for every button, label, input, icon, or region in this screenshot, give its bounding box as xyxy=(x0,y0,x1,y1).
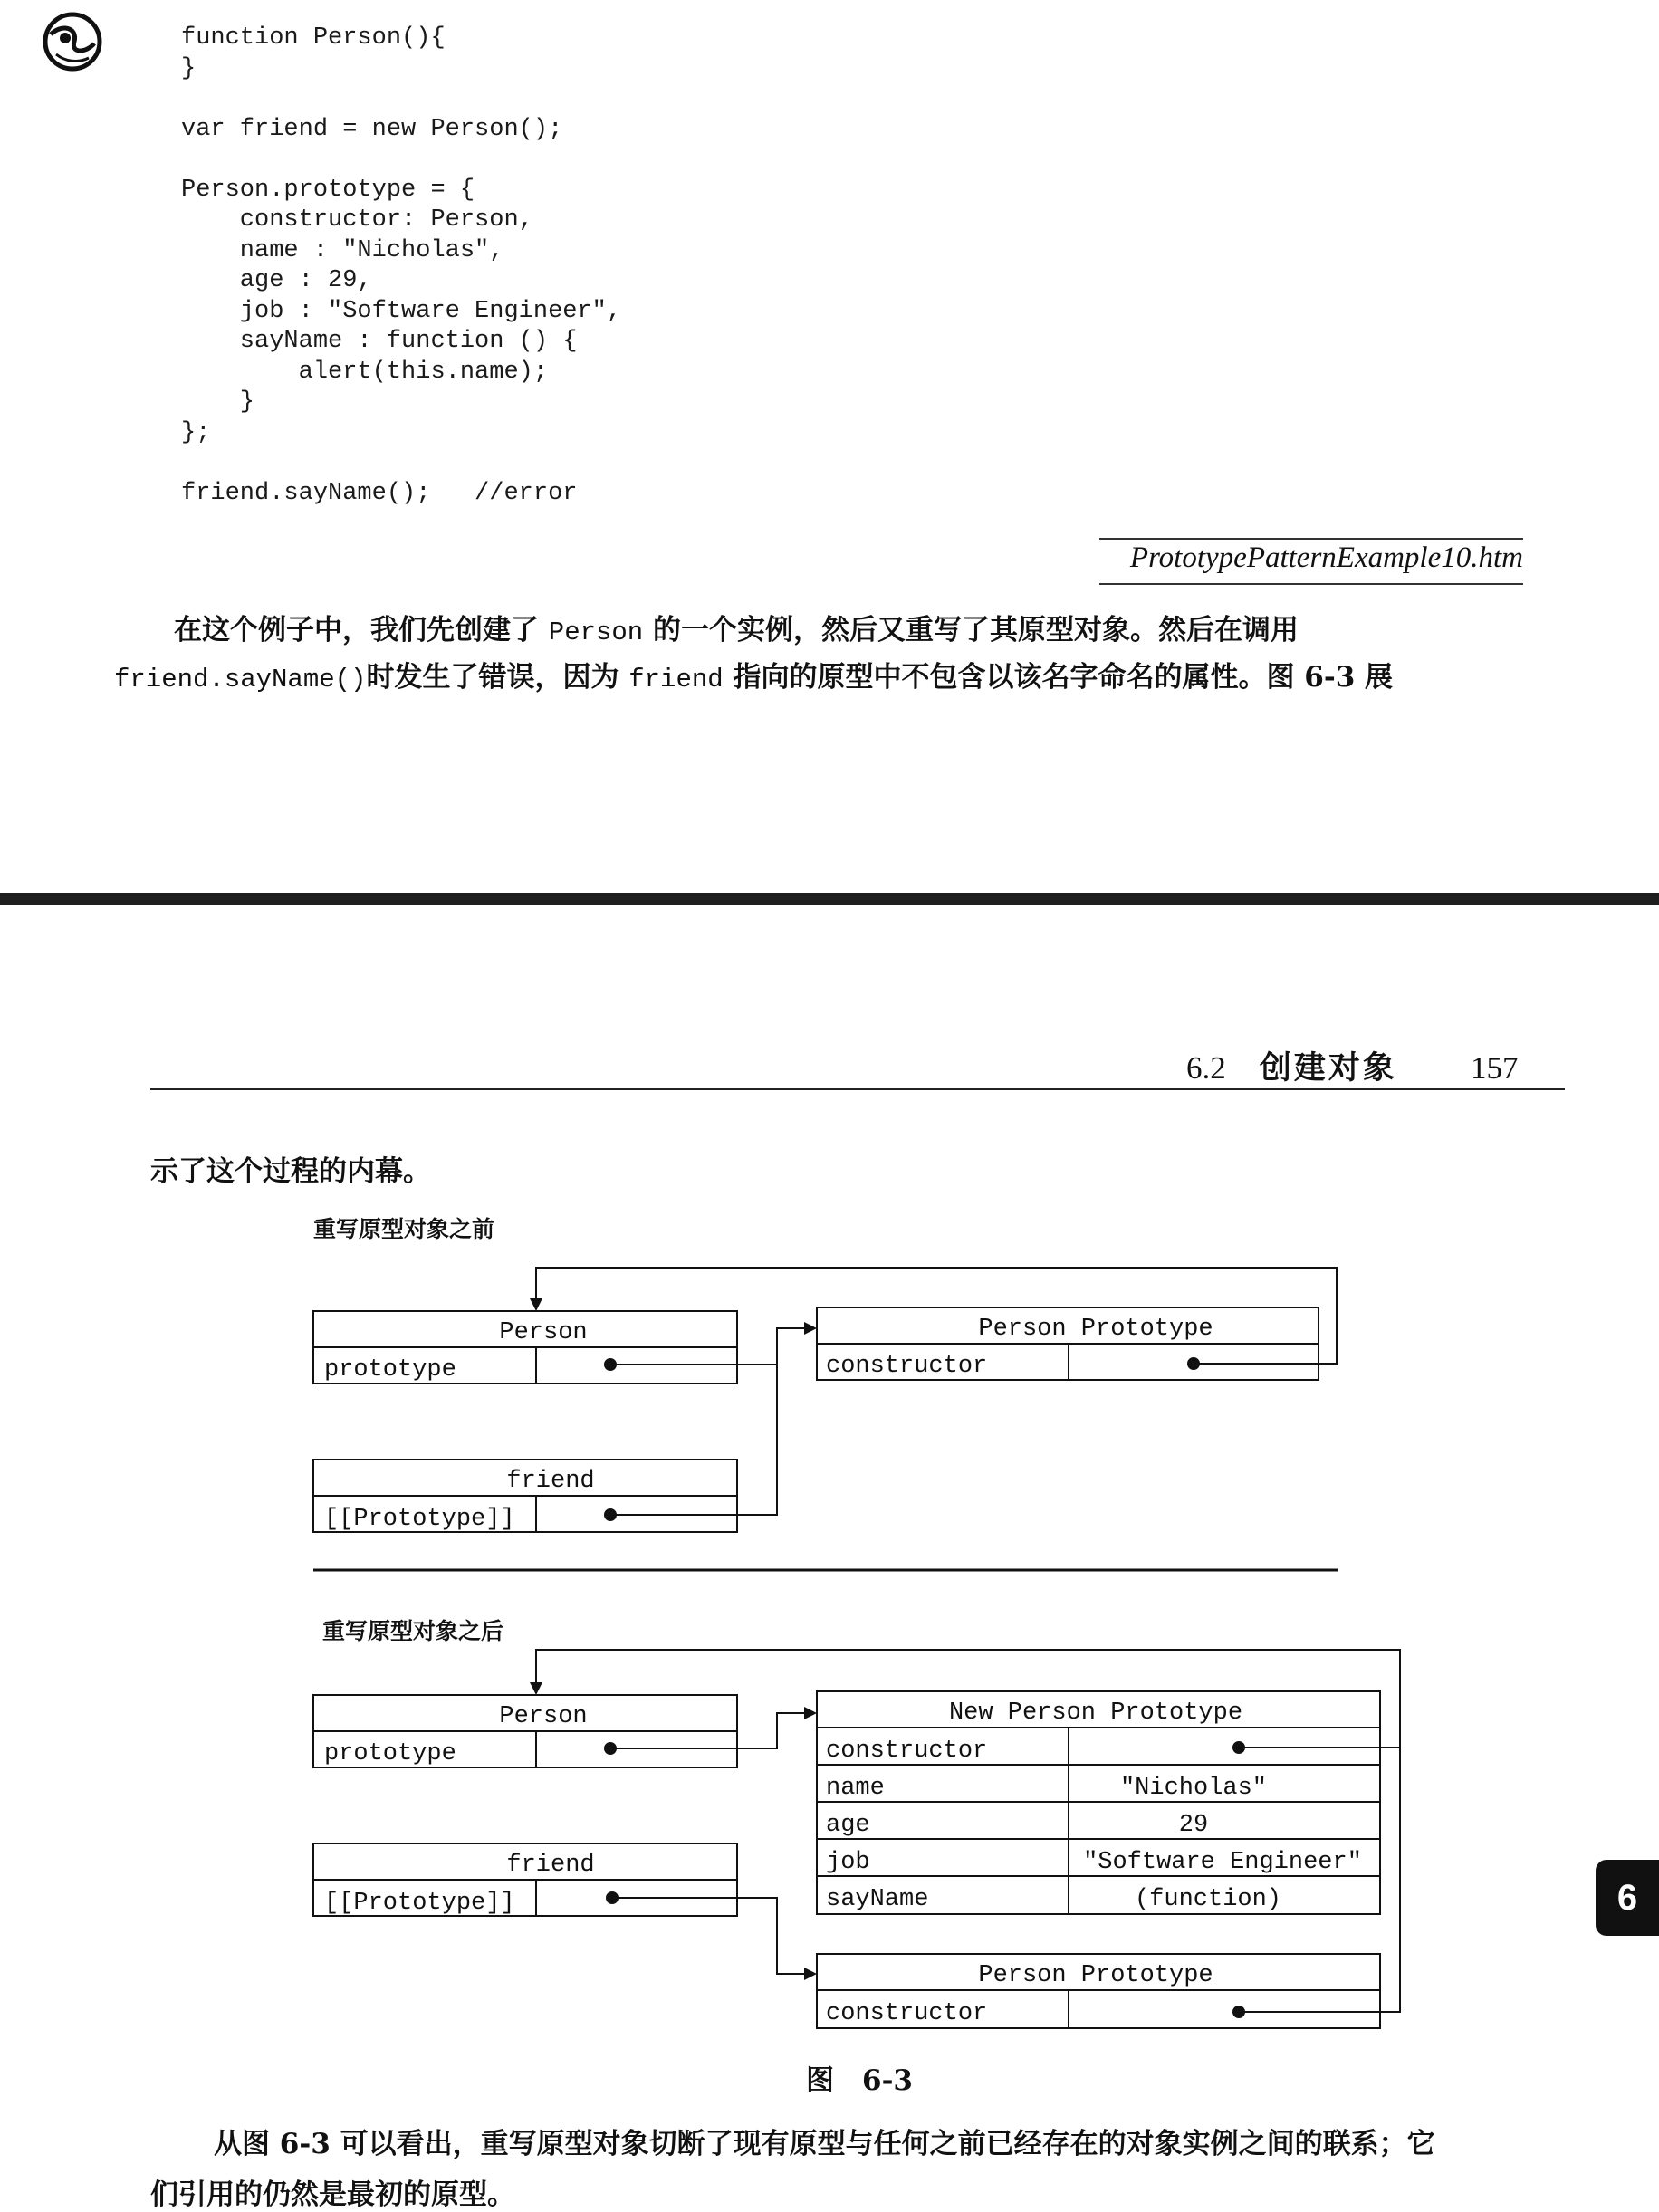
after-friend-box xyxy=(313,1843,737,1917)
row-label: sayName xyxy=(826,1886,929,1913)
row-value: (function) xyxy=(1134,1886,1282,1913)
page-number: 157 xyxy=(1471,1050,1519,1086)
diagram-before-title: 重写原型对象之前 xyxy=(313,1216,495,1242)
paragraph-3-line-1: 从图 6-3 可以看出，重写原型对象切断了现有原型与任何之前已经存在的对象实例之间的联系；它 xyxy=(214,2128,1435,2160)
code-block xyxy=(181,24,621,509)
paragraph-1-line-1 xyxy=(174,607,1299,647)
box-title: Person Prototype xyxy=(978,1316,1213,1343)
code-line: var friend = new Person(); xyxy=(181,115,563,143)
box-title: New Person Prototype xyxy=(948,1700,1243,1727)
row-label: constructor xyxy=(826,2000,988,2027)
paragraph-3-line-2: 们引用的仍然是最初的原型。 xyxy=(150,2178,515,2211)
code-line: function Person(){ xyxy=(181,24,446,52)
section-title: 创建对象 xyxy=(1259,1049,1397,1087)
code-line: }; xyxy=(181,418,211,446)
row-label: [[Prototype]] xyxy=(324,1890,515,1917)
chapter-tab xyxy=(1596,1860,1659,1936)
after-old-proto-box xyxy=(817,1954,1380,2028)
before-proto-box xyxy=(817,1307,1319,1380)
code-line: job : "Software Engineer", xyxy=(181,297,622,325)
box-title: Person xyxy=(499,1703,588,1730)
paragraph-2: 示了这个过程的内幕。 xyxy=(150,1155,431,1188)
row-label: constructor xyxy=(826,1353,988,1380)
diagram-after-title: 重写原型对象之后 xyxy=(322,1618,504,1644)
box-title: friend xyxy=(506,1852,595,1879)
figure-caption: 图 6-3 xyxy=(806,2064,914,2097)
row-label: constructor xyxy=(826,1738,988,1765)
row-value: "Nicholas" xyxy=(1119,1775,1268,1802)
paragraph-1-line-2 xyxy=(114,654,1393,694)
code-line: sayName : function () { xyxy=(181,328,578,355)
code-line: friend.sayName(); //error xyxy=(181,479,578,507)
code-line: age : 29, xyxy=(181,267,372,294)
inline-code: friend xyxy=(628,665,724,694)
paragraph-text: 在这个例子中，我们先创建了 xyxy=(174,614,549,646)
globe-logo-icon xyxy=(38,7,107,76)
row-label: prototype xyxy=(324,1740,456,1767)
code-line: } xyxy=(181,54,197,82)
code-line: Person.prototype = { xyxy=(181,176,475,204)
figure-6-3-diagram xyxy=(0,1014,1659,2037)
code-line: constructor: Person, xyxy=(181,206,533,234)
logo xyxy=(38,7,107,76)
inline-code: friend.sayName() xyxy=(114,665,367,694)
chapter-number: 6 xyxy=(1616,1877,1638,1918)
row-value: "Software Engineer" xyxy=(1083,1849,1362,1876)
row-label: name xyxy=(826,1775,885,1802)
code-line: } xyxy=(181,388,255,416)
row-label: job xyxy=(826,1849,870,1876)
before-person-box xyxy=(313,1311,737,1384)
row-label: prototype xyxy=(324,1356,456,1384)
box-title: Person Prototype xyxy=(978,1962,1213,1989)
page-divider xyxy=(0,893,1659,905)
row-label: age xyxy=(826,1812,870,1839)
section-number: 6.2 xyxy=(1186,1050,1226,1086)
file-caption: PrototypePatternExample10.htm xyxy=(1129,541,1523,574)
paragraph-text: 的一个实例，然后又重写了其原型对象。然后在调用 xyxy=(643,614,1299,646)
box-title: friend xyxy=(506,1468,595,1495)
row-value: 29 xyxy=(1178,1812,1209,1839)
file-caption-rule-top xyxy=(1099,538,1523,540)
paragraph-text: 指向的原型中不包含以该名字命名的属性。图 6-3 展 xyxy=(723,661,1394,694)
code-line: name : "Nicholas", xyxy=(181,236,504,264)
before-friend-box xyxy=(313,1460,737,1533)
code-line: alert(this.name); xyxy=(181,358,549,386)
after-person-box xyxy=(313,1695,737,1767)
box-title: Person xyxy=(499,1319,588,1346)
row-label: [[Prototype]] xyxy=(324,1506,515,1533)
file-caption-rule-bottom xyxy=(1099,583,1523,585)
inline-code: Person xyxy=(548,618,644,647)
after-new-proto-box xyxy=(817,1691,1380,1914)
paragraph-text: 时发生了错误，因为 xyxy=(366,661,629,694)
